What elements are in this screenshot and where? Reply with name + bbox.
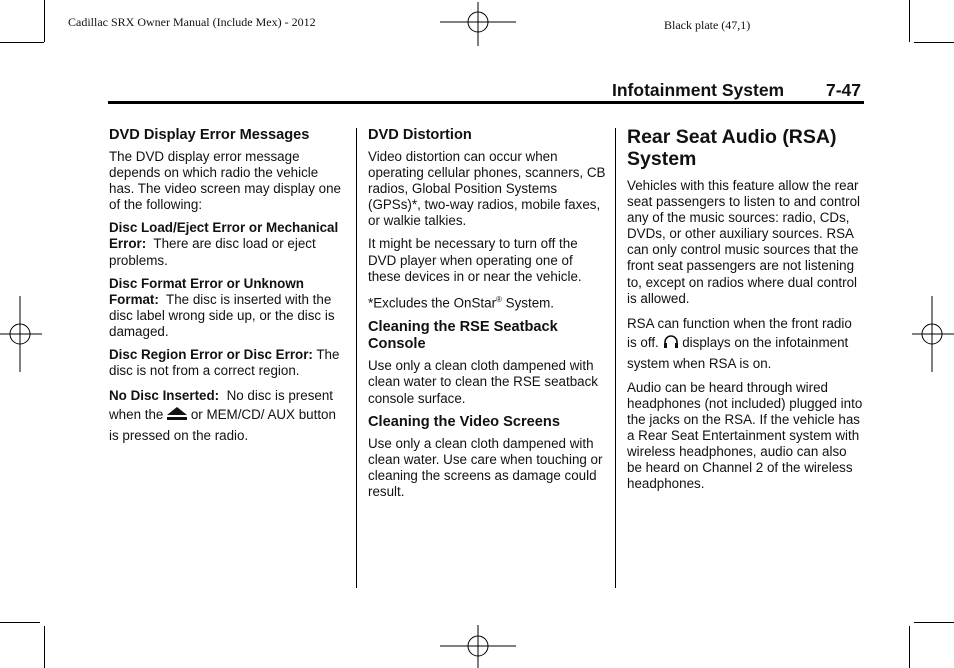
print-header-left: Cadillac SRX Owner Manual (Include Mex) - 2012 [68,15,316,29]
paragraph: Use only a clean cloth dampened with clean water to clean the RSE seatback console surface. [368,358,599,406]
footnote: *Excludes the OnStar® System. [368,294,555,311]
error-text: There are disc load or eject problems. [109,236,316,268]
registration-mark-top [440,2,516,46]
heading-cleaning-rse: Cleaning the RSE Seatback Console [368,319,558,353]
error-text: The disc is inserted with the disc label wrong side up, or the disc is damaged. [109,291,335,339]
error-item [109,220,345,268]
crop-mark [909,626,910,668]
error-term: Disc Format Error or Unknown Format: [109,275,304,307]
column-2 [368,127,608,507]
print-header-right: Black plate (47,1) [664,18,751,32]
registered-mark: ® [496,294,502,304]
paragraph: The DVD display error message depends on which radio the vehicle has. The video screen may display one of the following: [109,149,341,213]
heading-cleaning-screens: Cleaning the Video Screens [368,413,560,430]
column-divider [356,128,357,588]
page-number: 7-47 [826,80,862,100]
crop-mark [909,0,910,42]
error-term: Disc Region Error or Disc Error: [109,347,313,363]
paragraph: It might be necessary to turn off the DVD player when operating one of these devices in or near the vehicle. [368,236,582,284]
error-text: or MEM/CD/ AUX button is pressed on the radio. [109,407,336,444]
paragraph: RSA can function when the front radio is off. displays on the infotainment system when RSA is on. [627,315,852,371]
column-1 [109,127,345,452]
crop-mark [44,626,45,668]
crop-mark [0,42,44,43]
error-item [109,347,345,379]
error-item [109,386,345,445]
section-title: Infotainment System [612,80,785,100]
paragraph: Vehicles with this feature allow the rear seat passengers to listen to and control any of the music sources: radio, CDs, DVDs, or other auxiliary sources. RSA can only control music sources that the front seat passengers are not listening to, except on radios where dual control is allowed. [627,178,860,306]
error-term: No Disc Inserted: [109,388,220,404]
crop-mark [0,622,40,623]
error-text: No disc is present when the [109,388,334,423]
eject-icon [167,407,187,426]
registration-mark-bottom [440,625,516,668]
header-rule [108,101,864,104]
registration-mark-right [912,296,954,372]
error-term: Disc Load/Eject Error or Mechanical Error: [109,220,339,252]
paragraph: Video distortion can occur when operating cellular phones, scanners, CB radios, Global Position Systems (GPSs)*, two-way radios, mobile faxes, or walkie talkies. [368,149,606,229]
paragraph: Use only a clean cloth dampened with clean water. Use care when touching or cleaning the screens as damage could result. [368,435,603,499]
registration-mark-left [0,296,42,372]
crop-mark [914,622,954,623]
error-text: The disc is not from a correct region. [109,347,340,379]
column-3 [627,126,865,499]
heading-dvd-distortion: DVD Distortion [368,127,472,143]
heading-dvd-display-error: DVD Display Error Messages [109,127,310,143]
column-divider [615,128,616,588]
paragraph: Audio can be heard through wired headphones (not included) plugged into the jacks on the RSA. If the vehicle has a Rear Seat Entertainment system with wireless headphones, audio can also be heard on Channel 2 of the wireless headphones. [627,379,863,492]
crop-mark [44,0,45,42]
crop-mark [914,42,954,43]
headphones-icon [663,334,679,354]
error-item [109,276,345,340]
heading-rear-seat-audio: Rear Seat Audio (RSA) System [627,126,837,170]
